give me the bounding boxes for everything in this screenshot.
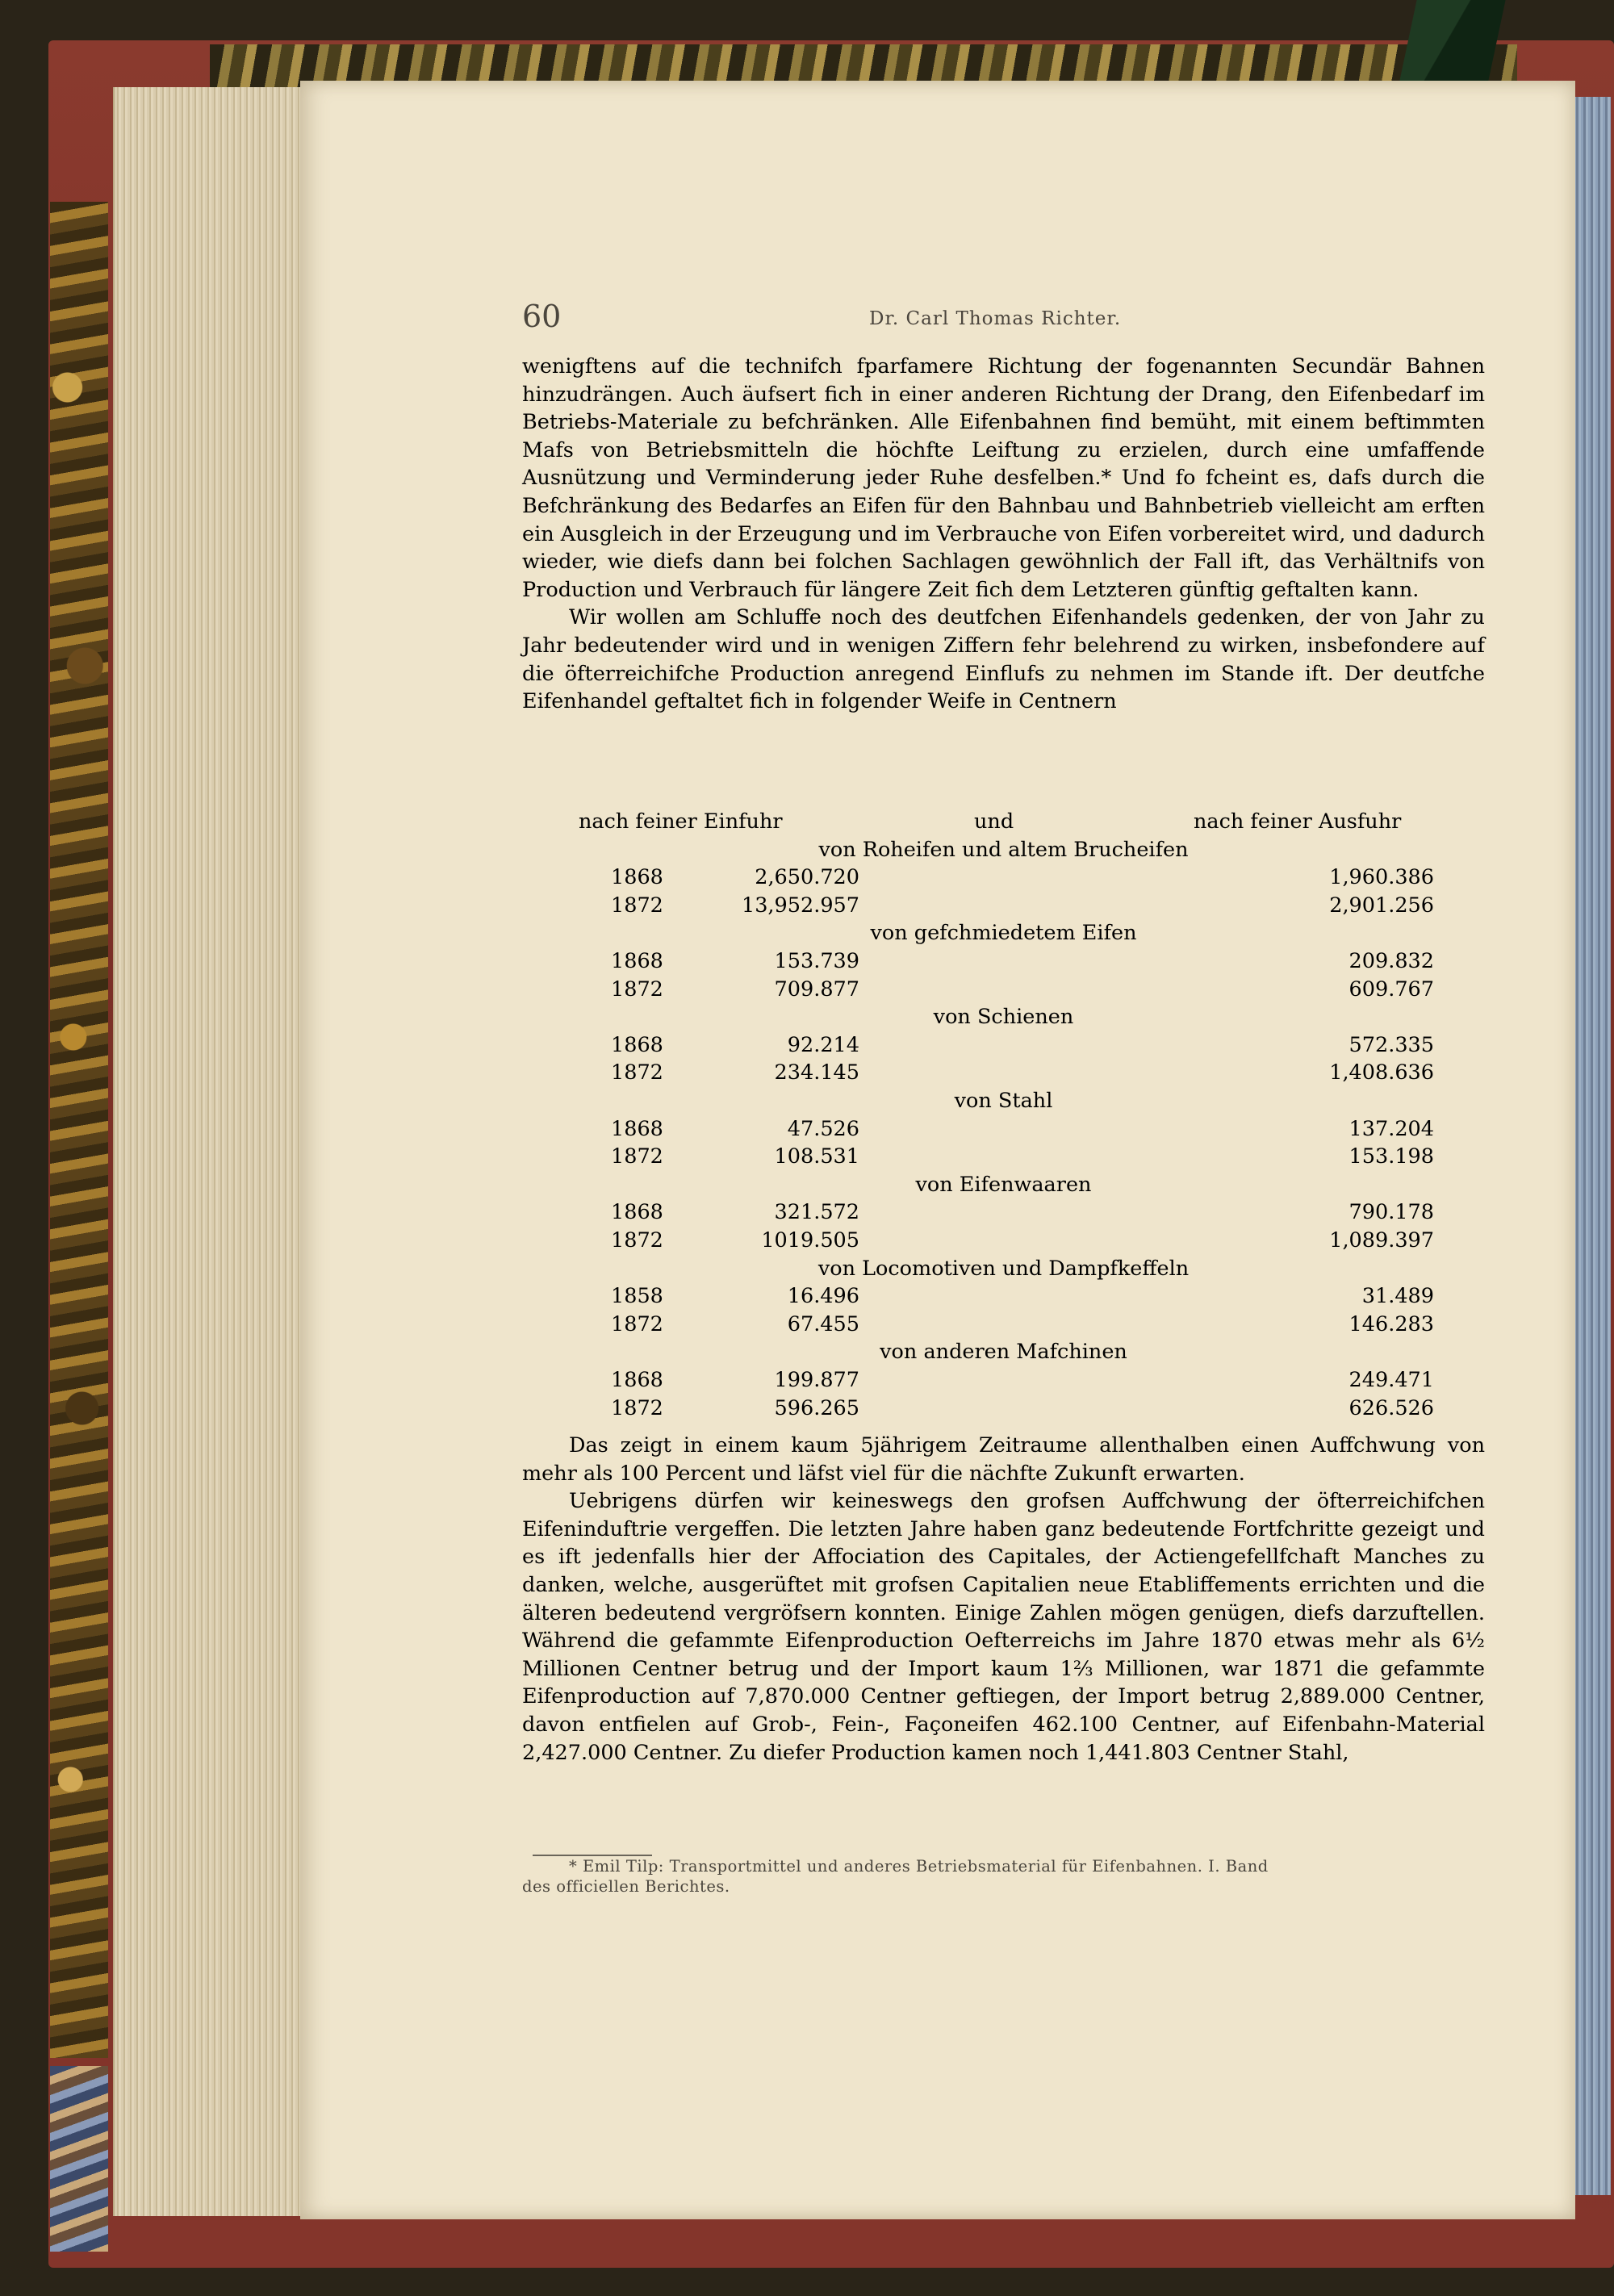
year-cell: 1868 xyxy=(611,1200,663,1225)
body-text-top xyxy=(522,353,1485,716)
year-cell: 1872 xyxy=(611,1395,663,1420)
export-cell: 626.526 xyxy=(1348,1395,1434,1420)
import-cell: 16.496 xyxy=(787,1284,859,1309)
running-head: Dr. Carl Thomas Richter. xyxy=(869,308,1122,329)
table-row xyxy=(522,977,1485,1005)
year-cell: 1872 xyxy=(611,1060,663,1085)
import-cell: 596.265 xyxy=(774,1395,859,1420)
marbled-edge-bottom xyxy=(50,2066,108,2252)
import-cell: 199.877 xyxy=(774,1368,859,1392)
footnote-line: des officiellen Berichtes. xyxy=(522,1877,730,1896)
export-cell: 209.832 xyxy=(1348,949,1434,973)
table-row xyxy=(522,893,1485,921)
year-cell: 1868 xyxy=(611,1032,663,1057)
import-cell: 321.572 xyxy=(774,1200,859,1225)
table-row xyxy=(522,1312,1485,1340)
trade-table xyxy=(522,809,1485,1423)
col-import-header: nach feiner Einfuhr xyxy=(579,809,783,834)
section-title: von Roheifen und altem Brucheifen xyxy=(818,837,1189,862)
table-row xyxy=(522,1144,1485,1172)
section-title: von anderen Mafchinen xyxy=(880,1340,1127,1365)
table-header xyxy=(579,809,1466,837)
year-cell: 1872 xyxy=(611,893,663,918)
table-row xyxy=(522,1117,1485,1144)
paragraph: wenigftens auf die technifch fparfamere Richtung der fogenannten Secundär Bahnen hinzudrängen. Auch äufsert fich in einer anderen Richtung der Drang, den Eifenbedarf im Betriebs-Materiale zu befchränken. Alle Eifenbahnen find bemüht, mit einem beftimmten Mafs von Betriebsmitteln die höchfte Leiftung zu erzielen, durch eine umfaffende Ausnützung und Verminderung jeder Ruhe desfelben.* Und fo fcheint es, dafs durch die Befchränkung des Bedarfes an Eifen für den Bahnbau und Bahnbetrieb vielleicht am erften ein Ausgleich in der Erzeugung und im Verbrauche von Eifen vorbereitet wird, und dadurch wieder, wie diefs dann bei folchen Sachlagen gewöhnlich der Fall ift, das Verhältnifs von Production und Verbrauch für längere Zeit fich dem Letzteren günftig geftalten kann. xyxy=(522,354,1485,602)
table-row xyxy=(522,1033,1485,1060)
page-header xyxy=(522,299,1446,334)
year-cell: 1868 xyxy=(611,949,663,973)
export-cell: 572.335 xyxy=(1348,1032,1434,1057)
table-row xyxy=(522,949,1485,977)
year-cell: 1868 xyxy=(611,865,663,890)
bookmark-ribbon xyxy=(1399,0,1505,81)
paragraph: Das zeigt in einem kaum 5jährigem Zeitraume allenthalben einen Auffchwung von mehr als 100 Percent und läfst viel für die nächfte Zukunft erwarten. xyxy=(522,1433,1485,1486)
table-row xyxy=(522,865,1485,893)
section-title: von Schienen xyxy=(933,1005,1074,1030)
export-cell: 609.767 xyxy=(1348,977,1434,1002)
footnote-line: * Emil Tilp: Transportmittel und anderes Betriebsmaterial für Eifenbahnen. I. Band xyxy=(569,1857,1269,1876)
marbled-endpaper xyxy=(50,202,108,2058)
export-cell: 790.178 xyxy=(1348,1200,1434,1225)
paragraph: Wir wollen am Schluffe noch des deutfchen Eifenhandels gedenken, der von Jahr zu Jahr bedeutender wird und in wenigen Ziffern fehr belehrend zu wirken, insbefondere auf die öfterreichifche Production anregend Einflufs zu nehmen im Stande ift. Der deutfche Eifenhandel geftaltet fich in folgender Weife in Centnern xyxy=(522,605,1485,714)
section-title: von Eifenwaaren xyxy=(915,1172,1092,1197)
year-cell: 1868 xyxy=(611,1368,663,1392)
import-cell: 92.214 xyxy=(787,1032,859,1057)
table-row xyxy=(522,1396,1485,1424)
paragraph: Uebrigens dürfen wir keineswegs den grofsen Auffchwung der öfterreichifchen Eifeninduftrie vergeffen. Die letzten Jahre haben ganz bedeutende Fortfchritte gezeigt und es ift jedenfalls hier der Affociation des Capitales, der Actiengefellfchaft Manches zu danken, welche, ausgerüftet mit grofsen Capitalien neue Etabliffements errichten und die älteren bedeutend vergröfsern konnten. Einige Zahlen mögen genügen, diefs darzuftellen. Während die gefammte Eifenproduction Oefterreichs im Jahre 1870 etwas mehr als 6½ Millionen Centner betrug und der Import kaum 1⅔ Millionen, war 1871 die gefammte Eifenproduction auf 7,870.000 Centner geftiegen, der Import betrug 2,889.000 Centner, davon entfielen auf Grob-, Fein-, Façoneifen 462.100 Centner, auf Eifenbahn-Material 2,427.000 Centner. Zu diefer Production kamen noch 1,441.803 Centner Stahl, xyxy=(522,1489,1485,1765)
col-und-header: und xyxy=(974,809,1014,834)
import-cell: 1019.505 xyxy=(761,1228,859,1253)
export-cell: 146.283 xyxy=(1348,1311,1434,1336)
export-cell: 31.489 xyxy=(1361,1284,1434,1309)
page-block-edges xyxy=(113,87,308,2216)
import-cell: 153.739 xyxy=(774,949,859,973)
export-cell: 2,901.256 xyxy=(1329,893,1434,918)
table-row xyxy=(522,1228,1485,1256)
year-cell: 1872 xyxy=(611,1144,663,1169)
col-export-header: nach feiner Ausfuhr xyxy=(1194,809,1402,834)
table-row xyxy=(522,1284,1485,1311)
table-row xyxy=(522,1368,1485,1395)
year-cell: 1872 xyxy=(611,977,663,1002)
import-cell: 47.526 xyxy=(787,1116,859,1141)
section-title: von gefchmiedetem Eifen xyxy=(870,921,1137,946)
import-cell: 234.145 xyxy=(774,1060,859,1085)
import-cell: 2,650.720 xyxy=(755,865,859,890)
right-page-edge xyxy=(1574,97,1611,2195)
section-title: von Locomotiven und Dampfkeffeln xyxy=(817,1256,1190,1281)
year-cell: 1872 xyxy=(611,1311,663,1336)
table-row xyxy=(522,1200,1485,1227)
page-number: 60 xyxy=(522,299,562,334)
import-cell: 13,952.957 xyxy=(741,893,859,918)
year-cell: 1868 xyxy=(611,1116,663,1141)
export-cell: 137.204 xyxy=(1348,1116,1434,1141)
export-cell: 249.471 xyxy=(1348,1368,1434,1392)
export-cell: 1,960.386 xyxy=(1329,865,1434,890)
import-cell: 67.455 xyxy=(787,1311,859,1336)
year-cell: 1858 xyxy=(611,1284,663,1309)
export-cell: 1,408.636 xyxy=(1329,1060,1434,1085)
export-cell: 153.198 xyxy=(1348,1144,1434,1169)
import-cell: 108.531 xyxy=(774,1144,859,1169)
table-row xyxy=(522,1060,1485,1088)
body-text-bottom xyxy=(522,1432,1485,1767)
section-title: von Stahl xyxy=(954,1089,1053,1113)
footnote xyxy=(522,1856,1485,1897)
year-cell: 1872 xyxy=(611,1228,663,1253)
import-cell: 709.877 xyxy=(774,977,859,1002)
export-cell: 1,089.397 xyxy=(1329,1228,1434,1253)
